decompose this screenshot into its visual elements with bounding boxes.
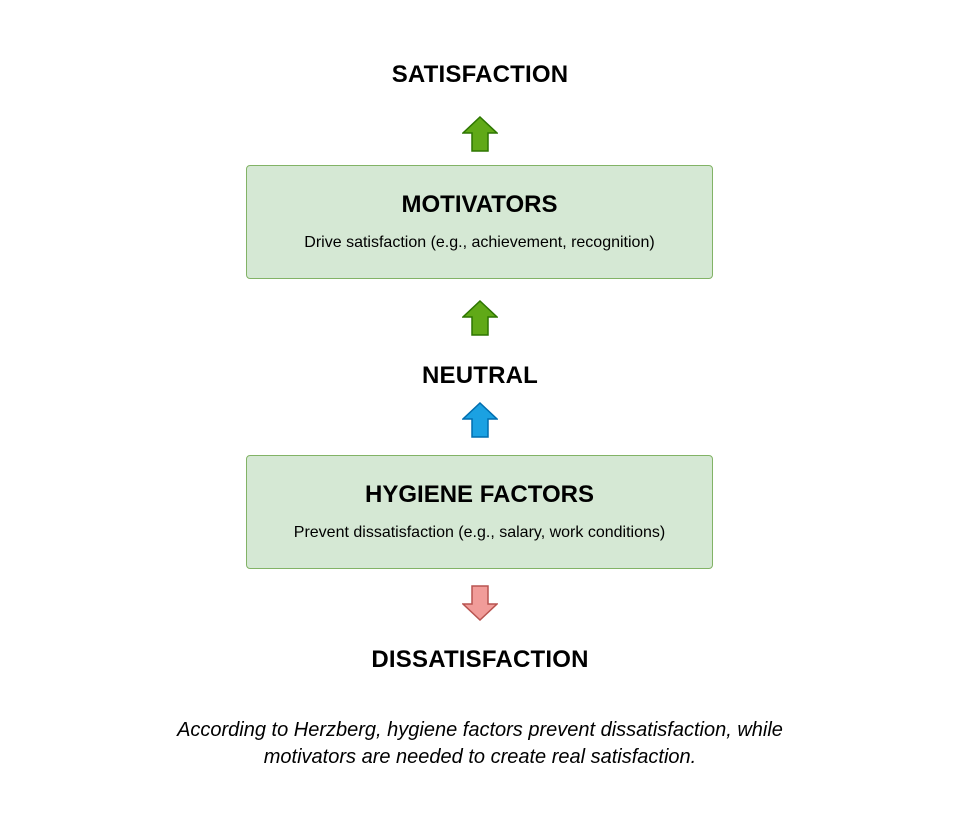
motivators-title: MOTIVATORS bbox=[401, 191, 558, 218]
hygiene-factors-box bbox=[246, 455, 713, 569]
caption-line-1: According to Herzberg, hygiene factors prevent dissatisfaction, while bbox=[177, 719, 783, 741]
hygiene-factors-title: HYGIENE FACTORS bbox=[365, 481, 594, 508]
neutral-label: NEUTRAL bbox=[421, 362, 539, 389]
up-arrow-icon bbox=[462, 116, 498, 152]
caption bbox=[0, 717, 960, 771]
down-arrow-icon bbox=[462, 585, 498, 621]
dissatisfaction-label: DISSATISFACTION bbox=[371, 646, 589, 673]
hygiene-factors-description: Prevent dissatisfaction (e.g., salary, work conditions) bbox=[293, 524, 666, 541]
satisfaction-label: SATISFACTION bbox=[391, 61, 569, 88]
motivators-box bbox=[246, 165, 713, 279]
caption-line-2: motivators are needed to create real satisfaction. bbox=[263, 746, 697, 768]
up-arrow-icon bbox=[462, 402, 498, 438]
motivators-description: Drive satisfaction (e.g., achievement, recognition) bbox=[304, 234, 655, 251]
up-arrow-icon bbox=[462, 300, 498, 336]
